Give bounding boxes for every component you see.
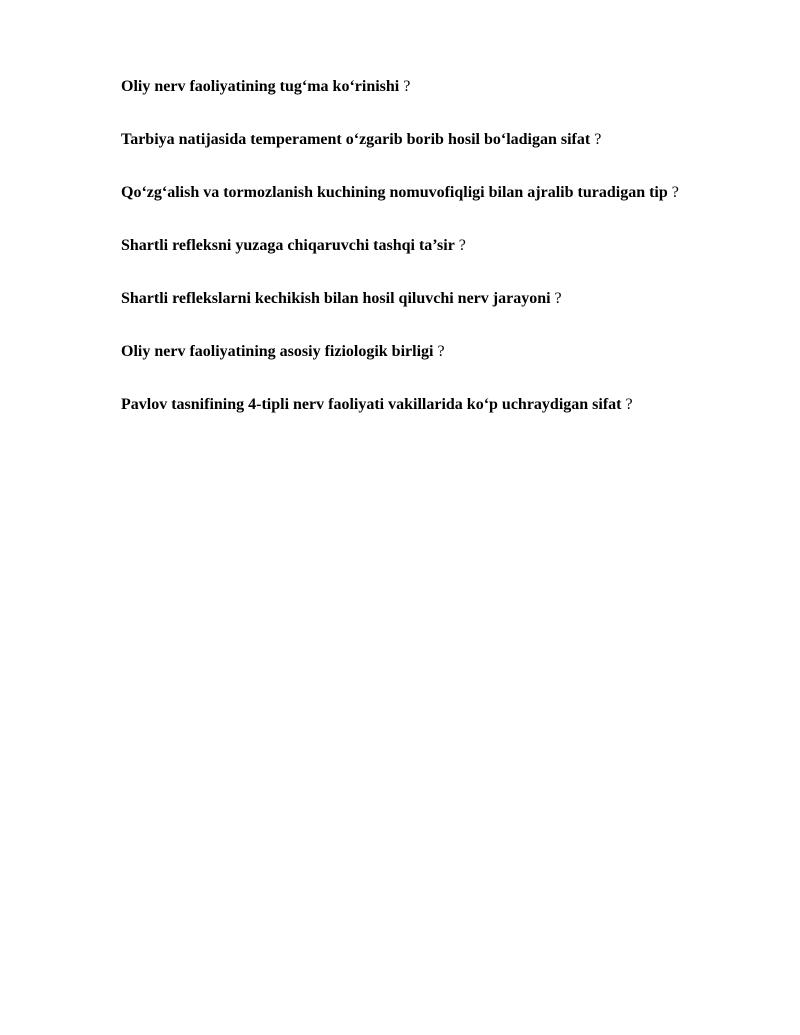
question-text: Oliy nerv faoliyatining asosiy fiziologik birligi [121, 343, 434, 360]
question-item [111, 231, 723, 260]
question-mark: ? [458, 237, 466, 254]
question-mark: ? [594, 131, 602, 148]
question-item [111, 390, 723, 419]
question-item [111, 284, 723, 313]
question-text: Shartli refleksni yuzaga chiqaruvchi tashqi ta’sir [121, 237, 455, 254]
question-mark: ? [625, 396, 633, 413]
question-item [111, 337, 723, 366]
question-mark: ? [671, 184, 679, 201]
question-mark: ? [437, 343, 445, 360]
question-mark: ? [554, 290, 562, 307]
question-item [111, 72, 723, 101]
question-item [111, 125, 723, 154]
question-text: Oliy nerv faoliyatining tug‘ma ko‘rinishi [121, 78, 400, 95]
question-text: Qo‘zg‘alish va tormozlanish kuchining nomuvofiqligi bilan ajralib turadigan tip [121, 184, 668, 201]
question-list [111, 72, 723, 443]
question-text: Pavlov tasnifining 4-tipli nerv faoliyati vakillarida ko‘p uchraydigan sifat [121, 396, 622, 413]
question-item [111, 178, 723, 207]
question-mark: ? [403, 78, 411, 95]
question-text: Tarbiya natijasida temperament o‘zgarib borib hosil bo‘ladigan sifat [121, 131, 591, 148]
question-text: Shartli reflekslarni kechikish bilan hosil qiluvchi nerv jarayoni [121, 290, 551, 307]
